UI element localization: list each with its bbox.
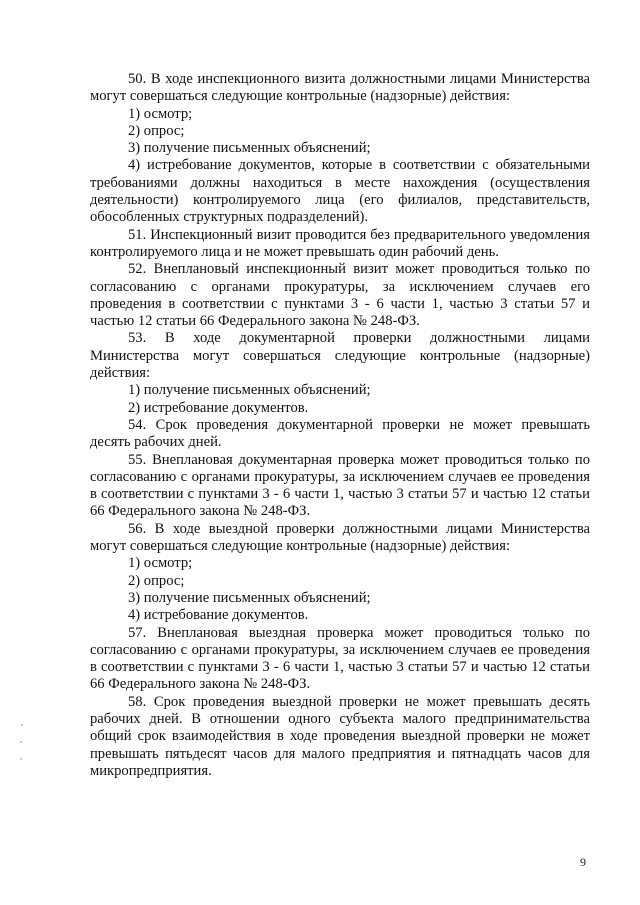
list-item: 1) осмотр; xyxy=(128,105,193,122)
list-item: 2) опрос; xyxy=(128,122,185,139)
paragraph-55: 55. Внеплановая документарная проверка может проводиться только по согласованию с органами прокуратуры, за исключением случаев ее проведения в соответствии с пунктами 3 - 6 части 1, частью 3 статьи 57 и частью 12 статьи 66 Федерального закона № 248-ФЗ. xyxy=(90,451,590,520)
document-body xyxy=(90,71,590,780)
scan-speck xyxy=(20,758,22,760)
paragraph-58: 58. Срок проведения выездной проверки не может превышать десять рабочих дней. В отношении одного субъекта малого предпринимательства общий срок взаимодействия в ходе проведения выездной проверки не может превышать пятьдесят часов для малого предприятия и пятнадцать часов для микропредприятия. xyxy=(90,693,590,779)
list-item: 4) истребование документов. xyxy=(128,607,309,624)
paragraph-56: 56. В ходе выездной проверки должностными лицами Министерства могут совершаться следующие контрольные (надзорные) действия: xyxy=(90,520,590,555)
list-item: 1) осмотр; xyxy=(128,555,193,572)
paragraph-50: 50. В ходе инспекционного визита должностными лицами Министерства могут совершаться следующие контрольные (надзорные) действия: xyxy=(90,71,590,105)
scan-speck xyxy=(20,741,22,743)
list-item: 1) получение письменных объяснений; xyxy=(128,382,371,399)
list-item: 4) истребование документов, которые в соответствии с обязательными требованиями должны находиться в месте нахождения (осуществления деятельности) контролируемого лица (его филиалов, представительств, обособленных структурных подразделений). xyxy=(90,157,590,226)
list-item: 3) получение письменных объяснений; xyxy=(128,140,371,157)
list-item: 3) получение письменных объяснений; xyxy=(128,589,371,606)
list-item: 2) опрос; xyxy=(128,572,185,589)
page-number: 9 xyxy=(580,855,586,869)
list-item: 2) истребование документов. xyxy=(128,399,309,416)
paragraph-53: 53. В ходе документарной проверки должностными лицами Министерства могут совершаться следующие контрольные (надзорные) действия: xyxy=(90,330,590,382)
paragraph-51: 51. Инспекционный визит проводится без предварительного уведомления контролируемого лица и не может превышать один рабочий день. xyxy=(90,226,590,260)
paragraph-54: 54. Срок проведения документарной проверки не может превышать десять рабочих дней. xyxy=(90,416,590,451)
paragraph-57: 57. Внеплановая выездная проверка может проводиться только по согласованию с органами прокуратуры, за исключением случаев ее проведения в соответствии с пунктами 3 - 6 части 1, частью 3 статьи 57 и частью 12 статьи 66 Федерального закона № 248-ФЗ. xyxy=(90,624,590,693)
paragraph-52: 52. Внеплановый инспекционный визит может проводиться только по согласованию с органами прокуратуры, за исключением случаев его проведения в соответствии с пунктами 3 - 6 части 1, частью 3 статьи 57 и частью 12 статьи 66 Федерального закона № 248-ФЗ. xyxy=(90,261,590,330)
scan-speck xyxy=(21,724,23,726)
